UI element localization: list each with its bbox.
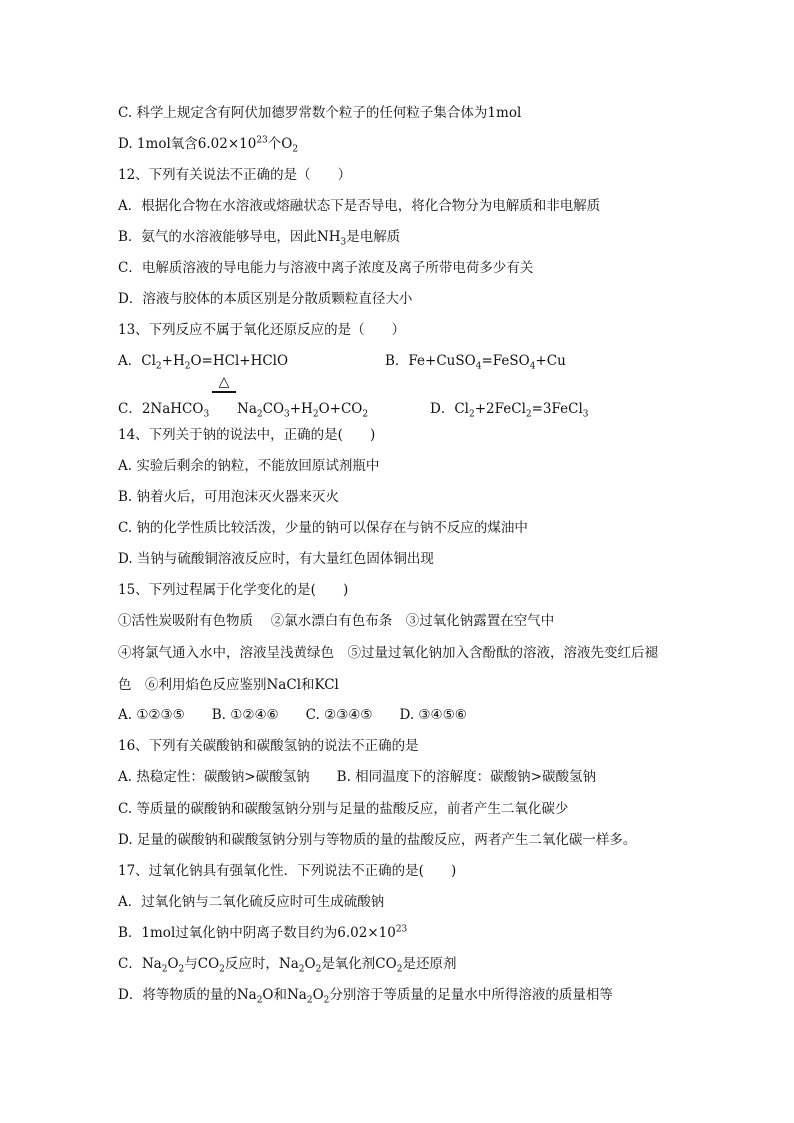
q16-option-ab: A. 热稳定性：碳酸钠>碳酸氢钠 B. 相同温度下的溶解度：碳酸钠>碳酸氢钠 bbox=[118, 769, 596, 785]
q14-option-b: B. 钠着火后，可用泡沫灭火器来灭火 bbox=[118, 489, 340, 505]
q11-option-d: D. 1mol氧含$6.02\times 10^{23}$个$O_2$ bbox=[118, 135, 299, 155]
q17-stem: 17、过氧化钠具有强氧化性．下列说法不正确的是( ) bbox=[118, 863, 457, 879]
q16-option-d: D. 足量的碳酸钠和碳酸氢钠分别与等物质的量的盐酸反应，两者产生二氧化碳一样多。 bbox=[118, 832, 637, 848]
q11-option-c: C. 科学上规定含有阿伏加德罗常数个粒子的任何粒子集合体为1mol bbox=[118, 105, 522, 121]
q13-stem: 13、下列反应不属于氧化还原反应的是（ ） bbox=[118, 322, 406, 338]
q13-option-c-products: $Na_2CO_3+H_2O+CO_2$ bbox=[237, 401, 369, 420]
q17-option-c: C．$Na_2O_2$与$CO_2$反应时，$Na_2O_2$是氧化剂$CO_2$是还原剂 bbox=[118, 956, 457, 975]
q13-option-b: B．Fe+CuSO$_4$=FeSO$_4$+Cu bbox=[385, 353, 566, 372]
q13-option-c: C．2NaHCO$_3$ bbox=[118, 401, 210, 420]
q16-stem: 16、下列有关碳酸钠和碳酸氢钠的说法不正确的是 bbox=[118, 738, 419, 754]
q15-statements-1: ①活性炭吸附有色物质 ②氯水漂白有色布条 ③过氧化钠露置在空气中 bbox=[118, 613, 555, 629]
q17-option-b: B．1mol过氧化钠中阴离子数目约为$6.02\times 10^{23}$ bbox=[118, 924, 408, 941]
q16-option-c: C. 等质量的碳酸钠和碳酸氢钠分别与足量的盐酸反应，前者产生二氧化碳少 bbox=[118, 801, 569, 817]
q15-stem: 15、下列过程属于化学变化的是( ) bbox=[118, 582, 349, 598]
q17-option-a: A．过氧化钠与二氧化硫反应时可生成硫酸钠 bbox=[118, 894, 385, 910]
q13-option-a: A．$Cl_2+H_2O=HCl+HClO$ bbox=[118, 353, 289, 372]
q17-option-d: D．将等物质的量的$Na_2O$和$Na_2O_2$分别溶于等质量的足量水中所得溶液的质量相等 bbox=[118, 987, 613, 1006]
q15-statements-3: 色 ⑥利用焰色反应鉴别NaCl和KCl bbox=[118, 677, 339, 693]
q12-option-d: D．溶液与胶体的本质区别是分散质颗粒直径大小 bbox=[118, 291, 413, 307]
q12-option-c: C．电解质溶液的导电能力与溶液中离子浓度及离子所带电荷多少有关 bbox=[118, 260, 534, 276]
q14-option-c: C. 钠的化学性质比较活泼，少量的钠可以保存在与钠不反应的煤油中 bbox=[118, 520, 528, 536]
q14-option-a: A. 实验后剩余的钠粒，不能放回原试剂瓶中 bbox=[118, 458, 380, 474]
q12-option-a: A．根据化合物在水溶液或熔融状态下是否导电，将化合物分为电解质和非电解质 bbox=[118, 198, 601, 214]
q15-options: A. ①②③⑤ B. ①②④⑥ C. ②③④⑤ D. ③④⑤⑥ bbox=[118, 707, 467, 723]
q12-stem: 12、下列有关说法不正确的是（ ） bbox=[118, 167, 352, 183]
q14-option-d: D. 当钠与硫酸铜溶液反应时，有大量红色固体铜出现 bbox=[118, 551, 434, 567]
q15-statements-2: ④将氯气通入水中，溶液呈浅黄绿色 ⑤过量过氧化钠加入含酚酞的溶液，溶液先变红后褪 bbox=[118, 645, 658, 661]
q13-option-d: D．$Cl_2+2FeCl_2=3FeCl_3$ bbox=[430, 401, 589, 420]
heating-condition-mark: △ bbox=[212, 374, 236, 393]
q14-stem: 14、下列关于钠的说法中，正确的是( ) bbox=[118, 427, 376, 443]
q12-option-b: B．氨气的水溶液能够导电，因此$NH_3$是电解质 bbox=[118, 229, 401, 248]
